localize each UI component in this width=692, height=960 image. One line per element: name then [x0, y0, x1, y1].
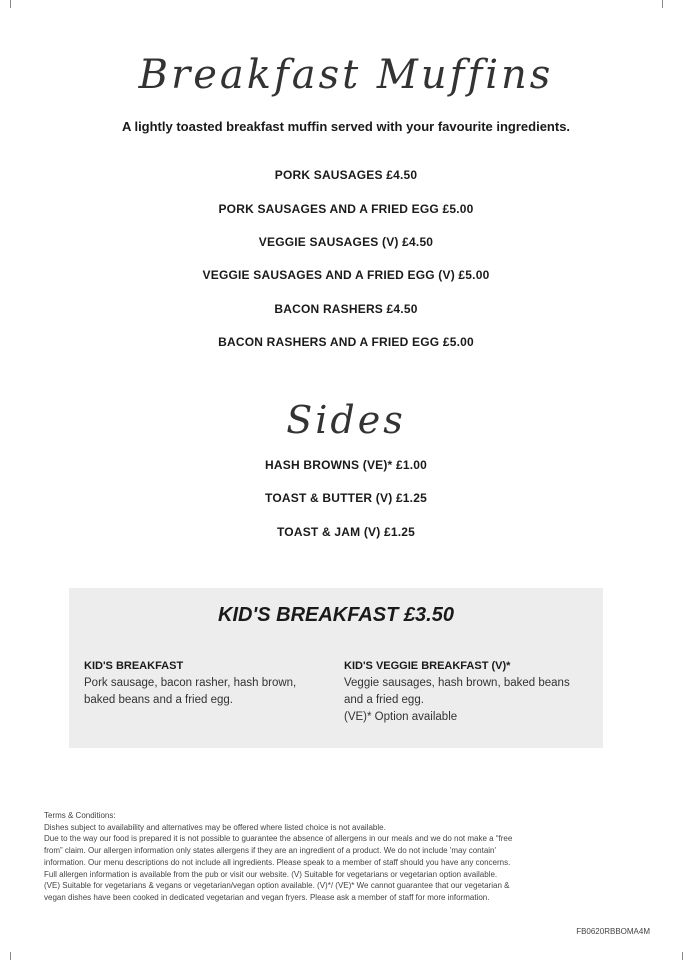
menu-subtitle: A lightly toasted breakfast muffin served with your favourite ingredients. [121, 119, 571, 134]
sides-title: Sides [286, 398, 406, 442]
kids-option-note: (VE)* Option available [344, 711, 458, 723]
terms-line: from” claim. Our allergen information only states allergens if they are an ingredient of a product. We do not include 'may contain' [44, 846, 497, 856]
terms-and-conditions [44, 810, 654, 904]
muffin-item: VEGGIE SAUSAGES AND A FRIED EGG (V) £5.00 [202, 268, 490, 282]
terms-line: information. Our menu descriptions do not include all ingredients. Please speak to a member of staff should you have any concerns. [44, 857, 511, 867]
muffin-item: BACON RASHERS AND A FRIED EGG £5.00 [218, 335, 474, 349]
terms-line: vegan dishes have been cooked in dedicated vegetarian and vegan fryers. Please ask a member of staff for more information. [44, 892, 490, 902]
crop-mark-top-left [10, 0, 11, 8]
terms-line: Due to the way our food is prepared it is not possible to guarantee the absence of allergens in our meals and we do not make a “free [44, 834, 513, 844]
page-title: Breakfast Muffins [138, 52, 554, 98]
kids-option-heading: KID'S BREAKFAST [84, 660, 184, 672]
crop-mark-bottom-left [10, 952, 11, 960]
kids-option-description: Pork sausage, bacon rasher, hash brown, [84, 677, 297, 689]
kids-breakfast-option [84, 660, 329, 709]
muffin-item: PORK SAUSAGES £4.50 [274, 168, 418, 182]
muffin-item: BACON RASHERS £4.50 [274, 302, 418, 316]
kids-breakfast-title: KID'S BREAKFAST £3.50 [218, 604, 454, 626]
document-code: FB0620RBBOMA4M [576, 927, 650, 936]
muffin-item: PORK SAUSAGES AND A FRIED EGG £5.00 [218, 202, 474, 216]
kids-option-description: and a fried egg. [344, 694, 424, 706]
terms-line: Terms & Conditions: [44, 811, 116, 820]
terms-line: Dishes subject to availability and alternatives may be offered where listed choice is not available. [44, 822, 386, 832]
kids-option-description: Veggie sausages, hash brown, baked beans [344, 677, 570, 689]
terms-line: Full allergen information is available from the pub or visit our website. (V) Suitable for vegetarians or vegetarian option available. [44, 869, 498, 879]
crop-mark-top-right [662, 0, 663, 8]
side-item: TOAST & JAM (V) £1.25 [276, 525, 415, 539]
kids-breakfast-panel [69, 588, 603, 748]
muffin-item: VEGGIE SAUSAGES (V) £4.50 [258, 235, 434, 249]
side-item: TOAST & BUTTER (V) £1.25 [265, 491, 427, 505]
kids-veggie-breakfast-option [344, 660, 594, 726]
side-item: HASH BROWNS (VE)* £1.00 [265, 458, 427, 472]
kids-option-description: baked beans and a fried egg. [84, 694, 233, 706]
kids-option-heading: KID'S VEGGIE BREAKFAST (V)* [344, 660, 511, 672]
crop-mark-bottom-right [682, 952, 683, 960]
terms-line: (VE) Suitable for vegetarians & vegans or vegetarian/vegan option available. (V)*/ (VE)* We cannot guarantee that our vegetarian & [44, 881, 510, 891]
